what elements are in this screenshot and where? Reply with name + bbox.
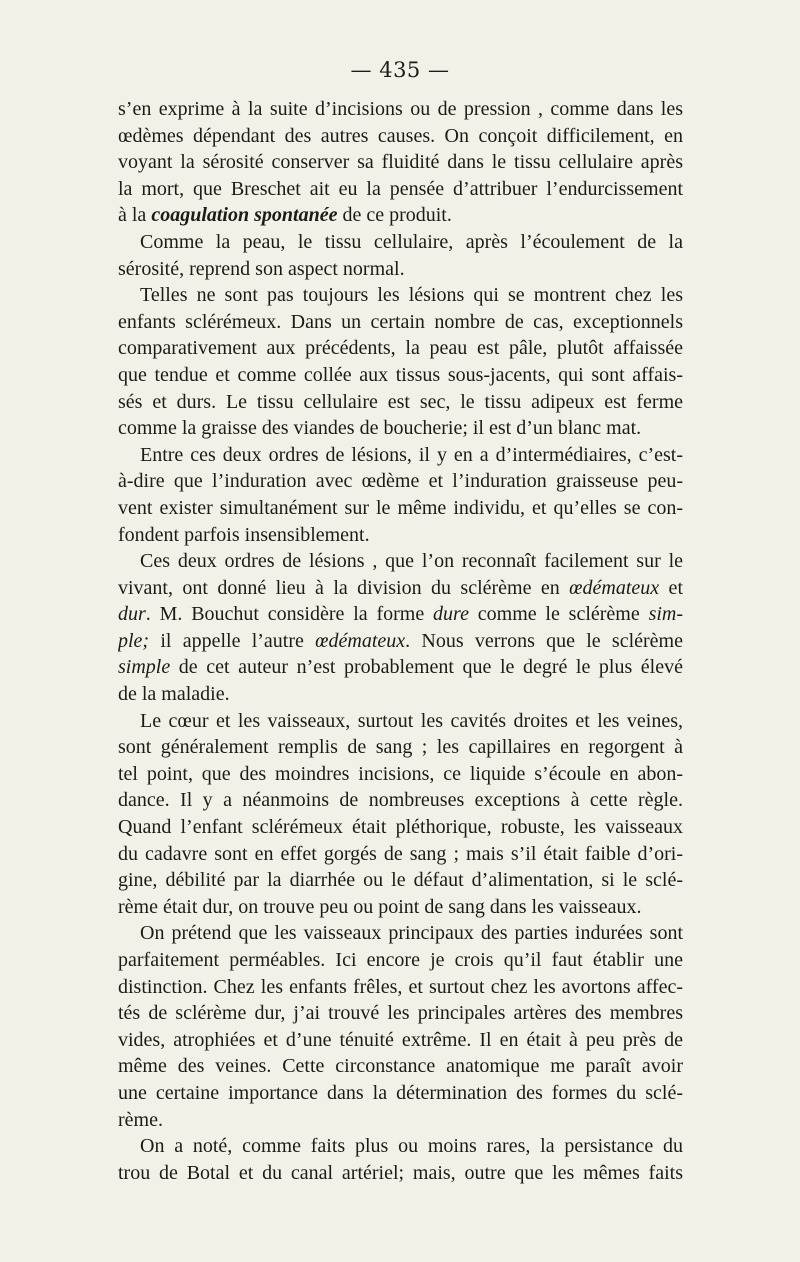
text-line xyxy=(118,202,683,229)
emphasis-segment: coagulation spontanée xyxy=(151,204,338,227)
text-segment: la mort, que Breschet ait eu la pensée d’attribuer l’endurcissement xyxy=(118,177,683,200)
text-segment: vides, atrophiées et d’une ténuité extrême. Il en était à peu près de xyxy=(118,1028,683,1051)
text-line xyxy=(118,229,683,256)
text-line xyxy=(118,974,683,1001)
text-segment: comparativement aux précédents, la peau est pâle, plutôt affaissée xyxy=(118,337,683,360)
text-segment: comme la graisse des viandes de boucherie; il est d’un blanc mat. xyxy=(118,417,642,440)
text-segment: de la maladie. xyxy=(118,683,230,706)
emphasis-segment: sim- xyxy=(648,603,683,626)
text-segment: à la xyxy=(118,204,152,227)
text-line xyxy=(118,1053,683,1080)
text-line xyxy=(118,575,683,602)
text-segment: sont généralement remplis de sang ; les capillaires en regorgent à xyxy=(118,736,683,759)
emphasis-segment: dure xyxy=(433,603,469,626)
text-segment: de cet auteur n’est probablement que le degré le plus élevé xyxy=(170,656,683,679)
text-segment: voyant la sérosité conserver sa fluidité dans le tissu cellulaire après xyxy=(118,151,683,174)
text-segment: trou de Botal et du canal artériel; mais, outre que les mêmes faits xyxy=(118,1161,683,1184)
text-line xyxy=(118,389,683,416)
text-segment: gine, débilité par la diarrhée ou le défaut d’alimentation, si le sclé- xyxy=(118,869,683,892)
emphasis-segment: dur xyxy=(118,603,146,626)
text-line xyxy=(118,149,683,176)
text-line xyxy=(118,96,683,123)
text-segment: tel point, que des moindres incisions, ce liquide s’écoule en abon- xyxy=(118,762,683,785)
text-line xyxy=(118,1027,683,1054)
text-segment: sérosité, reprend son aspect normal. xyxy=(118,257,405,280)
text-line xyxy=(118,761,683,788)
text-line xyxy=(118,362,683,389)
text-segment: Telles ne sont pas toujours les lésions qui se montrent chez les xyxy=(140,284,683,307)
text-line xyxy=(118,415,683,442)
text-line xyxy=(118,1133,683,1160)
text-line xyxy=(118,522,683,549)
text-segment: On a noté, comme faits plus ou moins rares, la persistance du xyxy=(140,1135,683,1158)
text-line xyxy=(118,787,683,814)
text-line xyxy=(118,814,683,841)
emphasis-segment: œdémateux xyxy=(315,629,406,652)
text-line xyxy=(118,282,683,309)
text-segment: rème. xyxy=(118,1108,163,1131)
text-line xyxy=(118,1160,683,1187)
text-segment: même des veines. Cette circonstance anatomique me paraît avoir xyxy=(118,1055,683,1078)
text-line xyxy=(118,867,683,894)
text-segment: à-dire que l’induration avec œdème et l’induration graisseuse peu- xyxy=(118,470,683,493)
text-line xyxy=(118,894,683,921)
text-segment: distinction. Chez les enfants frêles, et surtout chez les avortons affec- xyxy=(118,975,683,998)
text-segment: parfaitement perméables. Ici encore je crois qu’il faut établir une xyxy=(118,949,683,971)
text-line xyxy=(118,920,683,947)
text-segment: Entre ces deux ordres de lésions, il y en a d’intermédiaires, c’est- xyxy=(140,443,683,466)
text-segment: une certaine importance dans la détermination des formes du sclé- xyxy=(118,1081,683,1104)
text-line xyxy=(118,256,683,283)
emphasis-segment: œdémateux xyxy=(569,576,660,599)
text-line xyxy=(118,1080,683,1107)
body-text xyxy=(118,96,683,1186)
text-line xyxy=(118,335,683,362)
text-segment: et xyxy=(659,576,683,599)
text-segment: comme le sclérème xyxy=(468,603,649,626)
text-segment: Quand l’enfant sclérémeux était pléthorique, robuste, les vaisseaux xyxy=(118,816,683,839)
text-line xyxy=(118,176,683,203)
text-line xyxy=(118,601,683,628)
text-line xyxy=(118,734,683,761)
text-segment: œdèmes dépendant des autres causes. On conçoit difficilement, en xyxy=(118,124,683,147)
text-segment: s’en exprime à la suite d’incisions ou de pression , comme dans les xyxy=(118,98,683,120)
text-segment: vivant, ont donné lieu à la division du sclérème en xyxy=(118,576,570,599)
text-segment: sés et durs. Le tissu cellulaire est sec, le tissu adipeux est ferme xyxy=(118,390,683,413)
text-line xyxy=(118,628,683,655)
text-segment: vent exister simultanément sur le même individu, et qu’elles se con- xyxy=(118,496,683,519)
text-line xyxy=(118,309,683,336)
text-line xyxy=(118,654,683,681)
text-line xyxy=(118,841,683,868)
text-line xyxy=(118,123,683,150)
text-line xyxy=(118,548,683,575)
text-segment: fondent parfois insensiblement. xyxy=(118,523,370,546)
page-number: — 435 — xyxy=(350,58,450,82)
text-segment: il appelle l’autre xyxy=(149,629,316,652)
text-line xyxy=(118,681,683,708)
text-line xyxy=(118,1000,683,1027)
text-segment: dance. Il y a néanmoins de nombreuses exceptions à cette règle. xyxy=(118,789,683,812)
text-segment: du cadavre sont en effet gorgés de sang ; mais s’il était faible d’ori- xyxy=(118,842,683,865)
text-segment: enfants sclérémeux. Dans un certain nombre de cas, exceptionnels xyxy=(118,310,683,333)
text-segment: Le cœur et les vaisseaux, surtout les cavités droites et les veines, xyxy=(140,709,683,732)
text-segment: de ce produit. xyxy=(337,204,452,227)
text-line xyxy=(118,495,683,522)
text-segment: On prétend que les vaisseaux principaux des parties indurées sont xyxy=(140,922,683,945)
text-segment: que tendue et comme collée aux tissus sous-jacents, qui sont affais- xyxy=(118,363,683,386)
text-segment: Comme la peau, le tissu cellulaire, après l’écoulement de la xyxy=(140,230,683,253)
text-line xyxy=(118,947,683,974)
text-segment: tés de sclérème dur, j’ai trouvé les principales artères des membres xyxy=(118,1002,683,1025)
text-segment: . M. Bouchut considère la forme xyxy=(145,603,434,626)
text-segment: Ces deux ordres de lésions , que l’on reconnaît facilement sur le xyxy=(140,550,683,573)
text-segment: . Nous verrons que le sclérème xyxy=(405,629,683,652)
text-line xyxy=(118,1107,683,1134)
text-segment: rème était dur, on trouve peu ou point de sang dans les vaisseaux. xyxy=(118,895,642,918)
emphasis-segment: ple; xyxy=(118,629,150,652)
text-line xyxy=(118,442,683,469)
text-line xyxy=(118,708,683,735)
text-line xyxy=(118,468,683,495)
emphasis-segment: simple xyxy=(118,656,171,679)
